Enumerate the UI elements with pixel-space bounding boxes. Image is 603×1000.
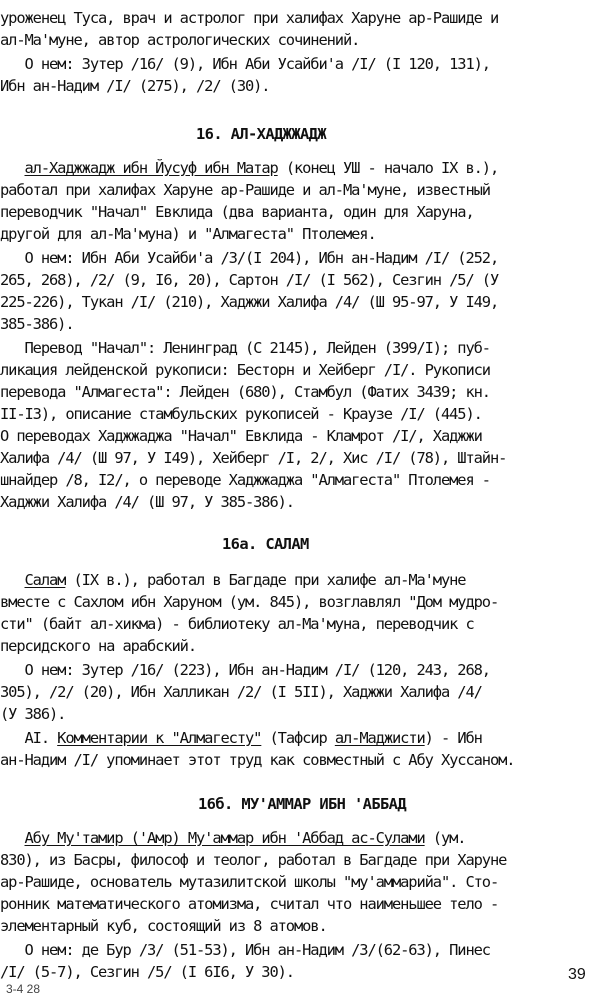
text-line: перевода "Алмагеста": Лейден (680), Стамбул (Фатих 3439; кн. [0,383,490,401]
text-line: другой для ал-Ма'муна) и "Алмагеста" Птолемея. [0,225,376,243]
text-line: О нем: Зутер /16/ (223), Ибн ан-Надим /I/ (120, 243, 268, [0,661,490,679]
print-mark: 3-4 28 [6,982,41,996]
text-line: ал-Ма'муне, автор астрологических сочинений. [0,31,360,49]
text-line: О переводах Хаджжаджа "Начал" Евклида - Кламрот /I/, Хаджжи [0,427,482,445]
author-name: Абу Му'тамир ('Амр) Му'аммар ибн 'Аббад ас-Сулами [24,829,425,847]
text-line: ан-Надим /I/ упоминает этот труд как совместный с Абу Хуссаном. [0,751,515,769]
text-line: ар-Рашиде, основатель мутазилитской школы "му'аммарийа". Сто- [0,873,499,891]
text-line: Перевод "Начал": Ленинград (С 2145), Лейден (399/I); пуб- [0,339,490,357]
text-line: 830), из Басры, философ и теолог, работал в Багдаде при Харуне [0,851,507,869]
text-line: Хаджжи Халифа /4/ (Ш 97, У 385-386). [0,493,294,511]
text-line: элементарный куб, состоящий из 8 атомов. [0,917,327,935]
author-name: ал-Хаджжадж ибн Йусуф ибн Матар [24,159,278,177]
text-line: ликация лейденской рукописи: Бесторн и Хейберг /I/. Рукописи [0,361,490,379]
text-line: О нем: Зутер /16/ (9), Ибн Аби Усайби'а /I/ (I 120, 131), [0,55,490,73]
text-line: 385-386). [0,315,74,333]
section-16b-lead: Абу Му'тамир ('Амр) Му'аммар ибн 'Аббад ас-Сулами (ум. [24,829,466,847]
text-line: 265, 268), /2/ (9, I6, 20), Сартон /I/ (I 562), Сезгин /5/ (У [0,271,499,289]
work-title-arabic: ал-Маджисти [334,729,425,747]
text-line: уроженец Туса, врач и астролог при халифах Харуне ар-Рашиде и [0,9,499,27]
text-line: 225-226), Тукан /I/ (210), Хаджжи Халифа /4/ (Ш 95-97, У I49, [0,293,499,311]
author-name: Салам [24,571,66,589]
text-line: II-I3), описание стамбульских рукописей - Краузе /I/ (445). [0,405,482,423]
text-line: персидского на арабский. [0,637,196,655]
text-line: Халифа /4/ (Ш 97, У I49), Хейберг /I, 2/, Хис /I/ (78), Штайн- [0,449,507,467]
text-line: Ибн ан-Надим /I/ (275), /2/ (30). [0,77,270,95]
text-line: ронник математического атомизма, считал что наименьшее тело - [0,895,499,913]
text-line: 305), /2/ (20), Ибн Халликан /2/ (I 5II), Хаджжи Халифа /4/ [0,683,482,701]
text-line: работал при халифах Харуне ар-Рашиде и ал-Ма'муне, известный [0,181,490,199]
section-16-lead: ал-Хаджжадж ибн Йусуф ибн Матар (конец УШ - начало IX в.), [24,159,499,177]
section-heading-16b: 16б. МУ'АММАР ИБН 'АББАД [198,795,406,813]
section-16a-lead: Салам (IX в.), работал в Багдаде при халифе ал-Ма'муне [24,571,466,589]
work-entry-a1: AI. Комментарии к "Алмагесту" (Тафсир ал-Маджисти) - Ибн [0,729,482,747]
text-line: шнайдер /8, I2/, о переводе Хаджжаджа "Алмагеста" Птолемея - [0,471,490,489]
text-line: сти" (байт ал-хикма) - библиотеку ал-Ма'муна, переводчик с [0,615,474,633]
text-line: /I/ (5-7), Сезгин /5/ (I 6I6, У 30). [0,963,294,981]
text-line: (У 386). [0,705,66,723]
text-line: О нем: де Бур /3/ (51-53), Ибн ан-Надим /3/(62-63), Пинес [0,941,490,959]
text-line: вместе с Сахлом ибн Харуном (ум. 845), возглавлял "Дом мудро- [0,593,499,611]
section-heading-16: 16. АЛ-ХАДЖЖАДЖ [196,125,326,143]
work-title: Комментарии к "Алмагесту" [57,729,262,747]
section-heading-16a: 16а. САЛАМ [222,535,309,553]
page-number: 39 [568,966,586,983]
text-line: переводчик "Начал" Евклида (два варианта, один для Харуна, [0,203,474,221]
text-line: О нем: Ибн Аби Усайби'а /3/(I 204), Ибн ан-Надим /I/ (252, [0,249,499,267]
